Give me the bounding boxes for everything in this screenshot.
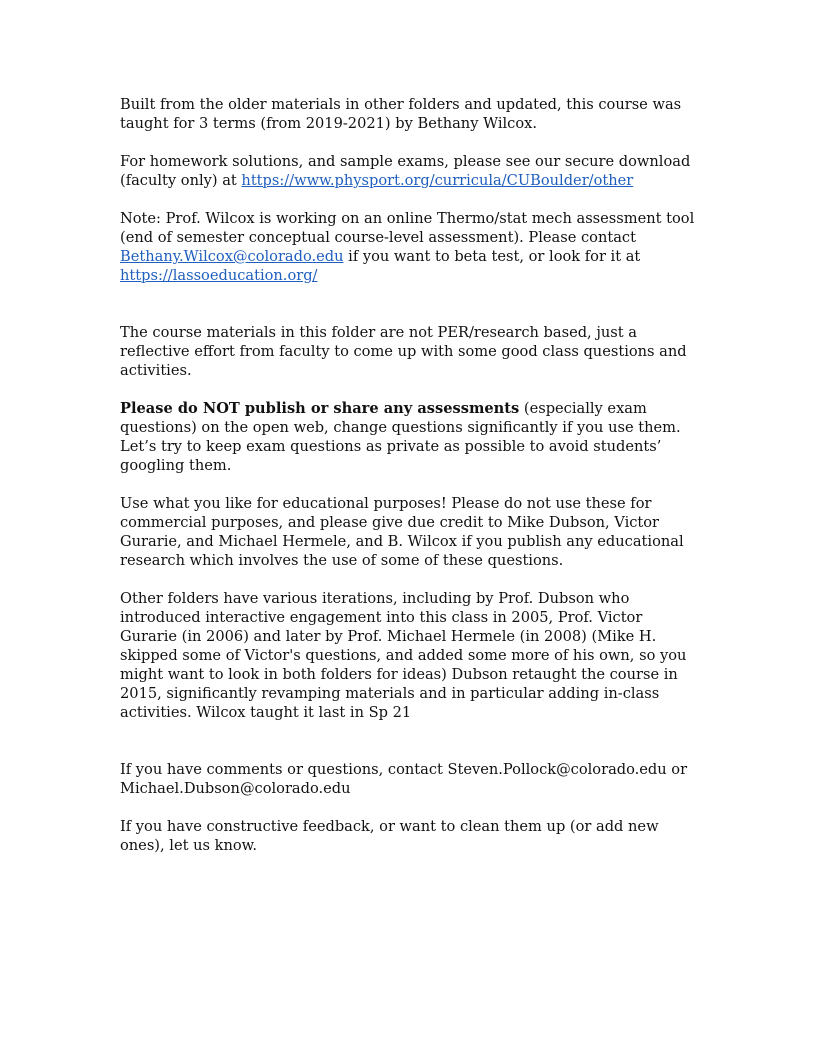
publish-warning-bold: Please do NOT publish or share any assessments bbox=[120, 400, 520, 417]
contact-text: If you have comments or questions, contact Steven.Pollock@colorado.edu or Michael.Dubson@colorado.edu bbox=[120, 761, 688, 797]
contact-paragraph bbox=[120, 760, 700, 798]
document-body bbox=[120, 95, 700, 874]
physport-link[interactable]: https://www.physport.org/curricula/CUBoulder/other bbox=[241, 172, 634, 189]
assessment-note-middle: if you want to beta test, or look for it at bbox=[343, 248, 641, 265]
feedback-text: If you have constructive feedback, or want to clean them up (or add new ones), let us know. bbox=[120, 818, 659, 854]
intro-text: Built from the older materials in other folders and updated, this course was taught for 3 terms (from 2019-2021) by Bethany Wilcox. bbox=[120, 96, 682, 132]
history-text: Other folders have various iterations, including by Prof. Dubson who introduced interactive engagement into this class in 2005, Prof. Victor Gurarie (in 2006) and later by Prof. Michael Hermele (in 2008) (Mike H. skipped some of Victor's questions, and added some more of his own, so you might want to look in both folders for ideas) Dubson retaught the course in 2015, significantly revamping materials and in particular adding in-class activities. Wilcox taught it last in Sp 21 bbox=[120, 590, 687, 721]
wilcox-email-link[interactable]: Bethany.Wilcox@colorado.edu bbox=[120, 248, 344, 265]
publish-warning-paragraph bbox=[120, 399, 700, 475]
usage-paragraph bbox=[120, 494, 700, 570]
homework-paragraph bbox=[120, 152, 700, 190]
intro-paragraph bbox=[120, 95, 700, 133]
assessment-note-text: Note: Prof. Wilcox is working on an online Thermo/stat mech assessment tool (end of semester conceptual course-level assessment). Please contact bbox=[120, 210, 695, 246]
feedback-paragraph bbox=[120, 817, 700, 855]
assessment-note-paragraph bbox=[120, 209, 700, 285]
materials-text: The course materials in this folder are not PER/research based, just a reflective effort from faculty to come up with some good class questions and activities. bbox=[120, 324, 687, 379]
homework-text: For homework solutions, and sample exams, please see our secure download (faculty only) at bbox=[120, 153, 691, 189]
materials-paragraph bbox=[120, 323, 700, 380]
usage-text: Use what you like for educational purposes! Please do not use these for commercial purposes, and please give due credit to Mike Dubson, Victor Gurarie, and Michael Hermele, and B. Wilcox if you publish any educational research which involves the use of some of these questions. bbox=[120, 495, 684, 569]
lasso-link[interactable]: https://lassoeducation.org/ bbox=[120, 267, 318, 284]
history-paragraph bbox=[120, 589, 700, 722]
publish-warning-text: (especially exam questions) on the open web, change questions significantly if you use them. Let’s try to keep exam questions as private as possible to avoid students’ googling them. bbox=[120, 400, 681, 474]
